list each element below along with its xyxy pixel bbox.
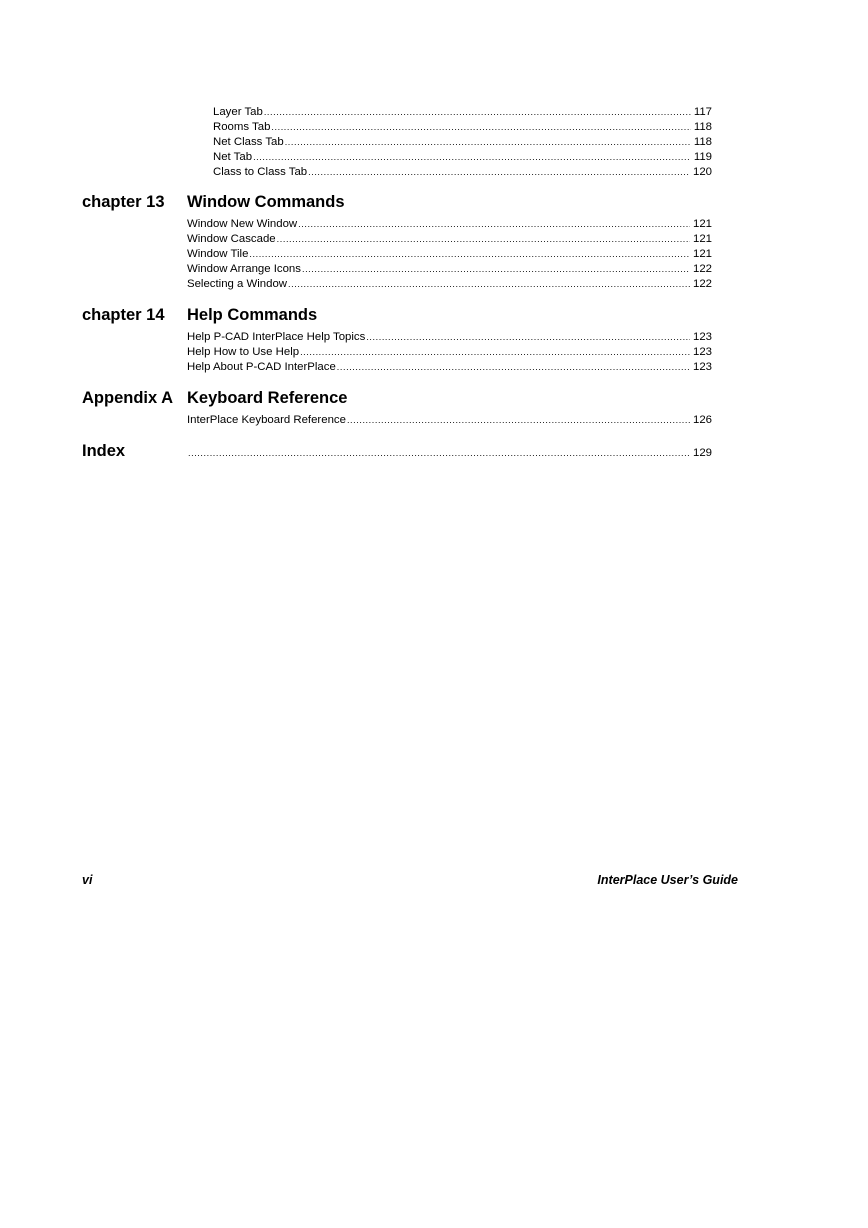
- toc-leader-dots: [264, 105, 691, 120]
- toc-leader-dots: [188, 446, 690, 461]
- toc-entry-page: 117: [693, 106, 712, 118]
- toc-leader-dots: [337, 360, 690, 375]
- toc-entry[interactable]: [213, 105, 712, 120]
- toc-leader-dots: [347, 413, 690, 428]
- toc-entry-text: Window New Window: [187, 218, 298, 230]
- toc-leader-dots: [366, 330, 690, 345]
- toc-entry[interactable]: [213, 135, 712, 150]
- section-label: chapter 14: [82, 306, 165, 324]
- toc-entry[interactable]: [187, 277, 712, 292]
- toc-entry-page: 121: [692, 248, 712, 260]
- toc-section-entries: [187, 330, 712, 375]
- toc-leader-dots: [277, 232, 690, 247]
- toc-leader-dots: [308, 165, 690, 180]
- toc-leader-dots: [302, 262, 690, 277]
- toc-entry-text: Net Tab: [213, 151, 253, 163]
- footer-page-number: vi: [82, 873, 93, 887]
- toc-entry-text: Layer Tab: [213, 106, 263, 118]
- toc-leader-dots: [271, 120, 690, 135]
- toc-entry[interactable]: [213, 150, 712, 165]
- toc-entry-text: InterPlace Keyboard Reference: [187, 414, 346, 426]
- toc-entry-text: Class to Class Tab: [213, 166, 308, 178]
- toc-leader-dots: [298, 217, 690, 232]
- toc-entry-page: 129: [692, 447, 712, 459]
- toc-entry-text: Window Tile: [187, 248, 249, 260]
- toc-entry-text: Help How to Use Help: [187, 346, 300, 358]
- toc-section-chapter-13: [82, 193, 712, 292]
- toc-entry-page: 118: [693, 136, 712, 148]
- toc-entry[interactable]: [187, 345, 712, 360]
- toc-entry[interactable]: [187, 262, 712, 277]
- toc-section-heading[interactable]: [82, 306, 712, 328]
- toc-leader-dots: [285, 135, 691, 150]
- toc-entry[interactable]: [187, 413, 712, 428]
- toc-entry-page: 122: [692, 278, 712, 290]
- section-title: Help Commands: [187, 306, 318, 324]
- toc-entry-page: 120: [692, 166, 712, 178]
- toc-entry[interactable]: [187, 217, 712, 232]
- toc-entry-page: 122: [692, 263, 712, 275]
- toc-section-heading[interactable]: [82, 442, 712, 464]
- toc-section-chapter-14: [82, 306, 712, 375]
- toc-entry-page: 123: [692, 331, 712, 343]
- toc-leader-dots: [300, 345, 690, 360]
- toc-section-index: [82, 442, 712, 464]
- toc-leader-dots: [249, 247, 690, 262]
- toc-entry-page: 126: [692, 414, 712, 426]
- toc-entry-text: Net Class Tab: [213, 136, 284, 148]
- page-footer: [82, 873, 738, 889]
- toc-section-heading[interactable]: [82, 193, 712, 215]
- toc-leader-dots: [253, 150, 691, 165]
- toc-entry-page: 123: [692, 361, 712, 373]
- footer-book-title: InterPlace User’s Guide: [597, 873, 738, 887]
- toc-entry[interactable]: [187, 446, 712, 461]
- toc-entry-text: Rooms Tab: [213, 121, 271, 133]
- toc-section-entries: [187, 413, 712, 428]
- toc-entry-page: 121: [692, 233, 712, 245]
- toc-entry-page: 119: [693, 151, 712, 163]
- toc-section-appendix-a: [82, 389, 712, 428]
- toc-entry-page: 118: [693, 121, 712, 133]
- toc-entry-page: 123: [692, 346, 712, 358]
- toc-entry[interactable]: [213, 120, 712, 135]
- toc-entry[interactable]: [187, 247, 712, 262]
- toc-entry[interactable]: [187, 330, 712, 345]
- toc-entry-page: 121: [692, 218, 712, 230]
- toc-entry[interactable]: [187, 360, 712, 375]
- toc-leader-dots: [288, 277, 690, 292]
- toc-section-heading[interactable]: [82, 389, 712, 411]
- toc-entry-text: Window Cascade: [187, 233, 276, 245]
- toc-entry-text: Selecting a Window: [187, 278, 288, 290]
- toc-entry-text: Help P-CAD InterPlace Help Topics: [187, 331, 366, 343]
- section-title: Window Commands: [187, 193, 345, 211]
- toc-section-entries: [187, 217, 712, 292]
- toc-entry-text: Window Arrange Icons: [187, 263, 301, 275]
- section-label: Appendix A: [82, 389, 174, 407]
- toc-entry-text: Help About P-CAD InterPlace: [187, 361, 336, 373]
- toc-entry[interactable]: [187, 232, 712, 247]
- section-label: Index: [82, 442, 126, 460]
- toc-entry[interactable]: [213, 165, 712, 180]
- section-title: Keyboard Reference: [187, 389, 348, 407]
- section-label: chapter 13: [82, 193, 165, 211]
- toc-sub-entries: [213, 105, 712, 180]
